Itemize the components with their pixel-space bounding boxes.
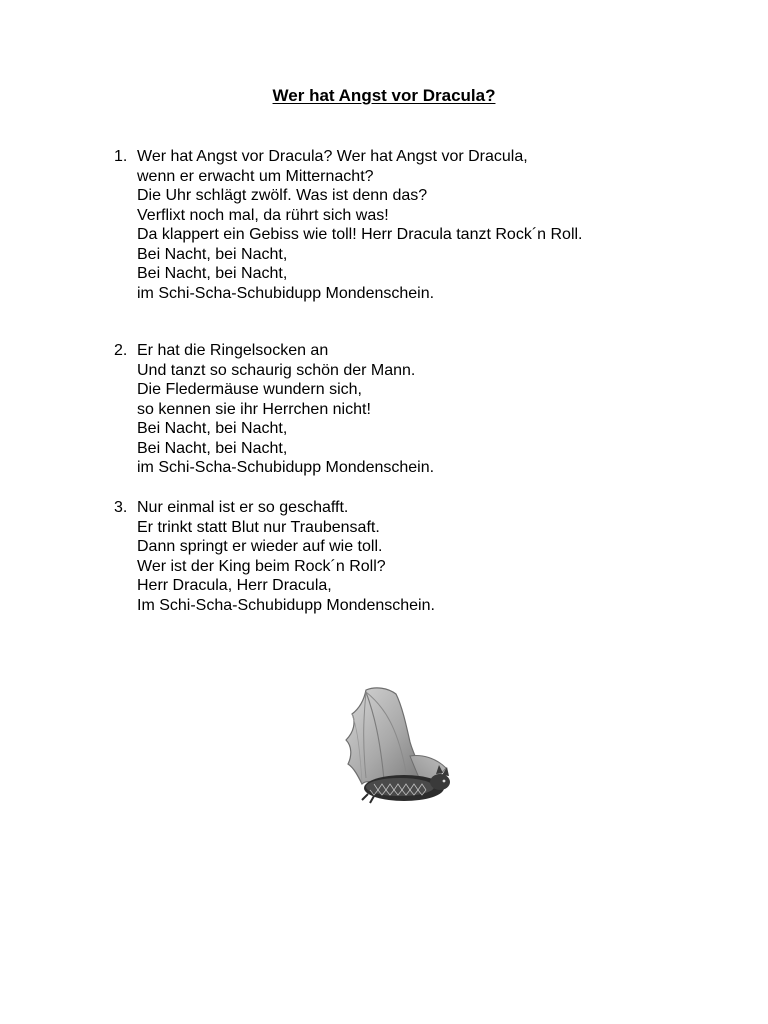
verse-line: Wer ist der King beim Rock´n Roll? [137,557,386,575]
verse-line: Er hat die Ringelsocken an [137,342,329,359]
verse-line: Bei Nacht, bei Nacht, [137,245,288,263]
verse-line: Herr Dracula, Herr Dracula, [137,577,332,594]
verse-line: Wer hat Angst vor Dracula? Wer hat Angst vor Dracula, [137,148,528,165]
verse-line: so kennen sie ihr Herrchen nicht! [137,400,371,418]
verse-line: Bei Nacht, bei Nacht, [137,420,288,437]
verse-number: 2. [114,342,128,359]
verse-line: wenn er erwacht um Mitternacht? [137,167,374,185]
verse-line: Er trinkt statt Blut nur Traubensaft. [137,518,380,536]
verse-line: Bei Nacht, bei Nacht, [137,265,288,282]
document-title: Wer hat Angst vor Dracula? [272,86,496,105]
verse-line: Da klappert ein Gebiss wie toll! Herr Dracula tanzt Rock´n Roll. [137,226,583,243]
verse-line: im Schi-Scha-Schubidupp Mondenschein. [137,459,435,476]
verse-line: Die Uhr schlägt zwölf. Was ist denn das? [137,187,428,204]
verse-line: Nur einmal ist er so geschafft. [137,499,349,516]
verse-line: Verflixt noch mal, da rührt sich was! [137,206,389,224]
verse-line: Und tanzt so schaurig schön der Mann. [137,361,416,379]
verse-lines [137,341,434,478]
verse-lines [137,147,583,303]
verse-line: im Schi-Scha-Schubidupp Mondenschein. [137,284,435,302]
verse-line: Dann springt er wieder auf wie toll. [137,538,383,555]
verse-line: Bei Nacht, bei Nacht, [137,439,288,457]
verse-number: 3. [114,499,128,516]
verse-lines [137,498,435,615]
bat-icon [340,684,456,812]
verse-number: 1. [114,148,128,165]
verse-line: Die Fledermäuse wundern sich, [137,381,362,398]
verse-line: Im Schi-Scha-Schubidupp Mondenschein. [137,596,435,614]
